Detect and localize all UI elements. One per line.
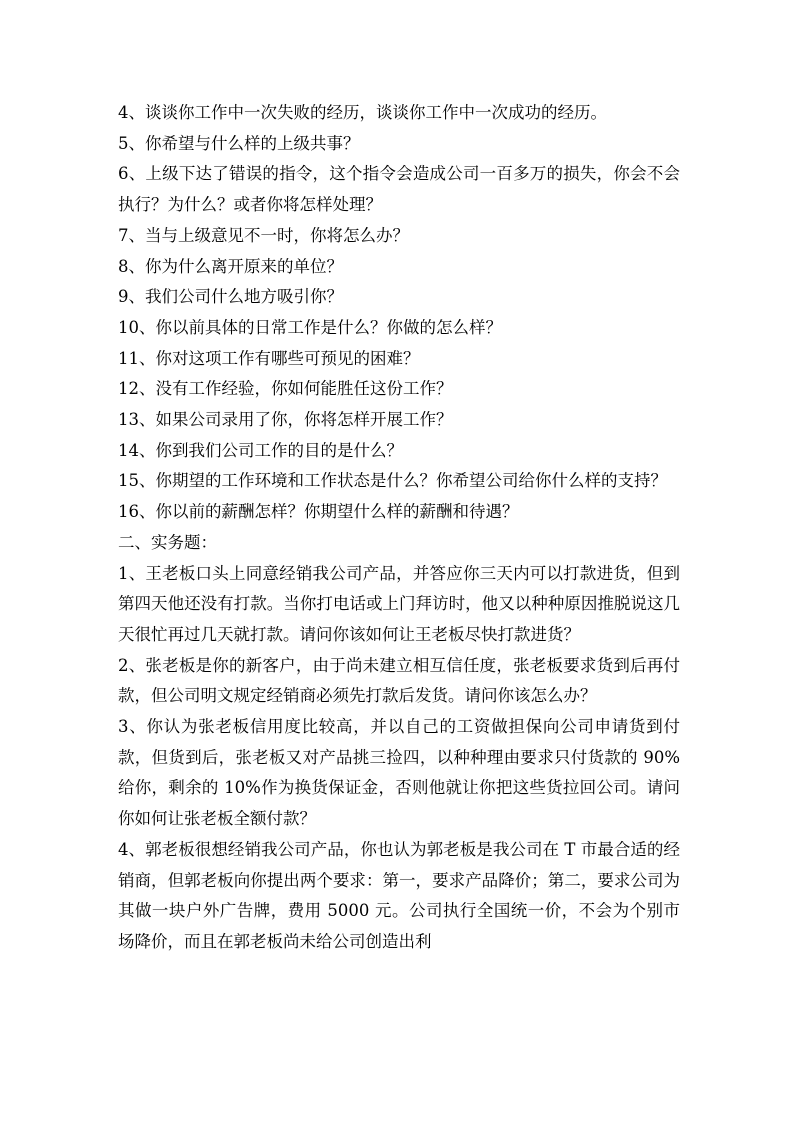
question-11: 11、你对这项工作有哪些可预见的困难？ [118, 348, 420, 368]
practical-question-2: 2、张老板是你的新客户，由于尚未建立相互信任度，张老板要求货到后再付款，但公司明文规定经销商必须先打款后发货。请问你该怎么办？ [118, 655, 680, 706]
practical-question-4: 4、郭老板很想经销我公司产品，你也认为郭老板是我公司在 T 市最合适的经销商，但郭老板向你提出两个要求：第一，要求产品降价；第二，要求公司为其做一块户外广告牌，费用 5000 元。公司执行全国统一价，不会为个别市场降价，而且在郭老板尚未给公司创造出利 [118, 839, 680, 951]
question-14: 14、你到我们公司工作的目的是什么？ [118, 440, 403, 460]
practical-question-3: 3、你认为张老板信用度比较高，并以自己的工资做担保向公司申请货到付款，但货到后，张老板又对产品挑三捡四，以种种理由要求只付货款的 90%给你，剩余的 10%作为换货保证金，否则他就让你把这些货拉回公司。请问你如何让张老板全额付款？ [118, 717, 680, 829]
question-10: 10、你以前具体的日常工作是什么？你做的怎么样？ [118, 317, 502, 337]
question-12: 12、没有工作经验，你如何能胜任这份工作？ [118, 379, 453, 399]
question-13: 13、如果公司录用了你，你将怎样开展工作？ [118, 410, 453, 430]
question-6: 6、上级下达了错误的指令，这个指令会造成公司一百多万的损失，你会不会执行？为什么？或者你将怎样处理？ [118, 164, 680, 215]
section-heading-practical: 二、实务题： [118, 532, 217, 552]
practical-question-1: 1、王老板口头上同意经销我公司产品，并答应你三天内可以打款进货，但到第四天他还没有打款。当你打电话或上门拜访时，他又以种种原因推脱说这几天很忙再过几天就打款。请问你该如何让王老板尽快打款进货？ [118, 563, 680, 644]
question-5: 5、你希望与什么样的上级共事？ [118, 133, 360, 153]
question-8: 8、你为什么离开原来的单位？ [118, 256, 343, 276]
document-body [118, 98, 680, 958]
question-4: 4、谈谈你工作中一次失败的经历，谈谈你工作中一次成功的经历。 [118, 103, 607, 122]
question-16: 16、你以前的薪酬怎样？你期望什么样的薪酬和待遇？ [118, 502, 519, 522]
question-7: 7、当与上级意见不一时，你将怎么办？ [118, 225, 409, 245]
question-9: 9、我们公司什么地方吸引你？ [118, 287, 343, 307]
question-15: 15、你期望的工作环境和工作状态是什么？你希望公司给你什么样的支持？ [118, 471, 667, 491]
